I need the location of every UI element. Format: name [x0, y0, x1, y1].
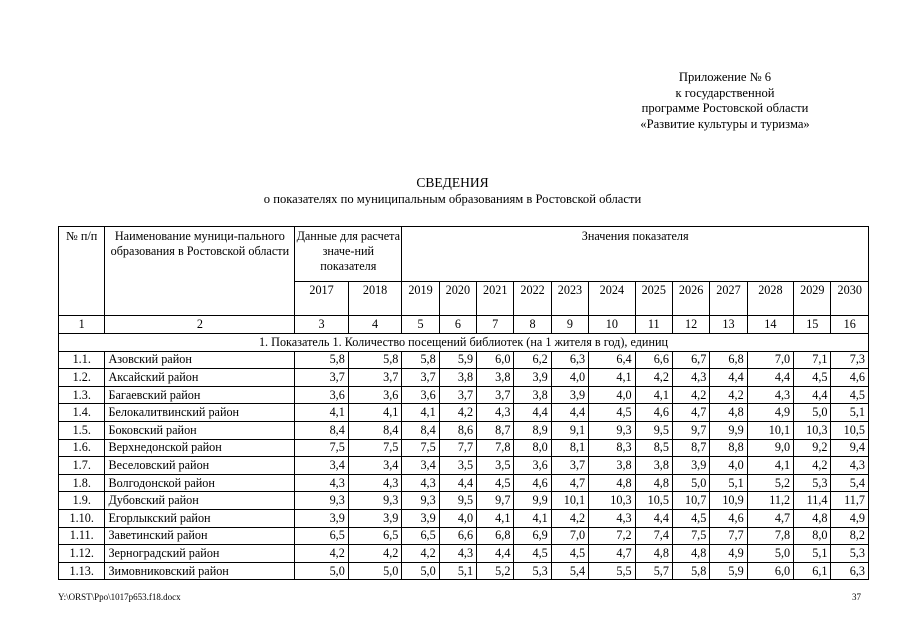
table-row [59, 404, 869, 422]
table-row [59, 421, 869, 439]
value-cell: 4,2 [551, 509, 588, 527]
value-cell: 4,3 [348, 474, 402, 492]
value-cell: 4,2 [710, 386, 747, 404]
value-cell: 7,5 [672, 527, 709, 545]
column-number: 8 [514, 316, 551, 334]
municipality-name: Зерноградский район [105, 545, 295, 563]
value-cell: 6,1 [794, 562, 831, 580]
row-index: 1.11. [59, 527, 105, 545]
value-cell: 4,6 [635, 404, 672, 422]
value-cell: 3,9 [672, 457, 709, 475]
value-cell: 3,9 [402, 509, 439, 527]
value-cell: 4,7 [747, 509, 793, 527]
indicators-table [58, 226, 869, 580]
value-cell: 5,2 [477, 562, 514, 580]
value-cell: 4,8 [672, 545, 709, 563]
year-header: 2021 [477, 282, 514, 316]
appendix-line: к государственной [675, 85, 775, 100]
municipality-name: Дубовский район [105, 492, 295, 510]
value-cell: 9,3 [402, 492, 439, 510]
value-cell: 10,3 [589, 492, 635, 510]
row-index: 1.10. [59, 509, 105, 527]
value-cell: 6,3 [551, 351, 588, 369]
value-cell: 3,7 [402, 369, 439, 387]
value-cell: 4,1 [589, 369, 635, 387]
appendix-block [595, 70, 855, 132]
municipality-name: Белокалитвинский район [105, 404, 295, 422]
column-number: 2 [105, 316, 295, 334]
year-header: 2024 [589, 282, 635, 316]
value-cell: 9,3 [295, 492, 349, 510]
value-cell: 9,3 [589, 421, 635, 439]
column-number: 3 [295, 316, 349, 334]
value-cell: 3,6 [402, 386, 439, 404]
year-header: 2017 [295, 282, 349, 316]
value-cell: 6,8 [477, 527, 514, 545]
value-cell: 5,1 [439, 562, 476, 580]
value-cell: 3,7 [295, 369, 349, 387]
value-cell: 5,4 [831, 474, 869, 492]
value-cell: 10,3 [794, 421, 831, 439]
value-cell: 4,8 [635, 545, 672, 563]
column-number: 13 [710, 316, 747, 334]
value-cell: 4,5 [831, 386, 869, 404]
value-cell: 4,8 [794, 509, 831, 527]
value-cell: 4,2 [439, 404, 476, 422]
appendix-line: «Развитие культуры и туризма» [640, 116, 810, 131]
value-cell: 5,3 [831, 545, 869, 563]
value-cell: 3,9 [551, 386, 588, 404]
value-cell: 3,6 [348, 386, 402, 404]
municipality-name: Егорлыкский район [105, 509, 295, 527]
value-cell: 4,7 [589, 545, 635, 563]
row-index: 1.7. [59, 457, 105, 475]
value-cell: 11,4 [794, 492, 831, 510]
municipality-name: Волгодонской район [105, 474, 295, 492]
row-index: 1.5. [59, 421, 105, 439]
table-row [59, 492, 869, 510]
value-cell: 7,2 [589, 527, 635, 545]
year-header: 2018 [348, 282, 402, 316]
value-cell: 4,4 [747, 369, 793, 387]
value-cell: 10,7 [672, 492, 709, 510]
value-cell: 3,8 [635, 457, 672, 475]
value-cell: 9,7 [477, 492, 514, 510]
footer-file-path: Y:\ORST\Ppo\1017p653.f18.docx [58, 592, 181, 602]
value-cell: 9,0 [747, 439, 793, 457]
value-cell: 7,4 [635, 527, 672, 545]
header-calc-data: Данные для расчета значе-ний показателя [295, 227, 402, 282]
value-cell: 3,5 [439, 457, 476, 475]
value-cell: 6,7 [672, 351, 709, 369]
value-cell: 10,1 [747, 421, 793, 439]
value-cell: 5,9 [439, 351, 476, 369]
page-number: 37 [852, 592, 861, 602]
value-cell: 4,5 [672, 509, 709, 527]
year-header: 2023 [551, 282, 588, 316]
value-cell: 6,6 [635, 351, 672, 369]
value-cell: 7,7 [439, 439, 476, 457]
value-cell: 5,7 [635, 562, 672, 580]
row-index: 1.1. [59, 351, 105, 369]
value-cell: 4,5 [514, 545, 551, 563]
value-cell: 10,5 [831, 421, 869, 439]
value-cell: 7,5 [402, 439, 439, 457]
header-row [59, 227, 869, 282]
value-cell: 3,7 [348, 369, 402, 387]
value-cell: 4,4 [710, 369, 747, 387]
value-cell: 5,8 [672, 562, 709, 580]
value-cell: 4,4 [477, 545, 514, 563]
value-cell: 5,8 [295, 351, 349, 369]
column-number: 10 [589, 316, 635, 334]
value-cell: 3,9 [348, 509, 402, 527]
value-cell: 7,5 [348, 439, 402, 457]
value-cell: 5,2 [747, 474, 793, 492]
value-cell: 4,1 [348, 404, 402, 422]
municipality-name: Аксайский район [105, 369, 295, 387]
value-cell: 3,8 [477, 369, 514, 387]
value-cell: 11,2 [747, 492, 793, 510]
value-cell: 4,4 [551, 404, 588, 422]
value-cell: 8,7 [477, 421, 514, 439]
value-cell: 9,9 [710, 421, 747, 439]
value-cell: 3,8 [514, 386, 551, 404]
column-number: 11 [635, 316, 672, 334]
municipality-name: Азовский район [105, 351, 295, 369]
value-cell: 3,6 [295, 386, 349, 404]
value-cell: 6,0 [477, 351, 514, 369]
value-cell: 4,1 [514, 509, 551, 527]
value-cell: 8,2 [831, 527, 869, 545]
column-number: 4 [348, 316, 402, 334]
value-cell: 7,8 [747, 527, 793, 545]
value-cell: 5,0 [747, 545, 793, 563]
value-cell: 5,1 [831, 404, 869, 422]
column-number: 5 [402, 316, 439, 334]
value-cell: 8,0 [514, 439, 551, 457]
value-cell: 3,7 [477, 386, 514, 404]
value-cell: 4,2 [794, 457, 831, 475]
municipality-name: Верхнедонской район [105, 439, 295, 457]
table-row [59, 351, 869, 369]
value-cell: 8,0 [794, 527, 831, 545]
value-cell: 9,1 [551, 421, 588, 439]
value-cell: 6,5 [348, 527, 402, 545]
municipality-name: Багаевский район [105, 386, 295, 404]
value-cell: 11,7 [831, 492, 869, 510]
year-header: 2025 [635, 282, 672, 316]
value-cell: 5,9 [710, 562, 747, 580]
municipality-name: Боковский район [105, 421, 295, 439]
value-cell: 8,6 [439, 421, 476, 439]
value-cell: 7,0 [747, 351, 793, 369]
value-cell: 9,5 [439, 492, 476, 510]
row-index: 1.2. [59, 369, 105, 387]
value-cell: 6,9 [514, 527, 551, 545]
value-cell: 5,0 [295, 562, 349, 580]
document-subtitle: о показателях по муниципальным образованиям в Ростовской области [263, 192, 642, 206]
row-index: 1.3. [59, 386, 105, 404]
table-row [59, 474, 869, 492]
municipality-name: Зимовниковский район [105, 562, 295, 580]
table-row [59, 562, 869, 580]
value-cell: 8,4 [402, 421, 439, 439]
document-title: СВЕДЕНИЯ [416, 175, 489, 190]
value-cell: 3,8 [439, 369, 476, 387]
column-numbers-row [59, 316, 869, 334]
value-cell: 9,5 [635, 421, 672, 439]
column-number: 6 [439, 316, 476, 334]
header-indicator-values: Значения показателя [402, 227, 869, 282]
table-row [59, 457, 869, 475]
value-cell: 4,1 [402, 404, 439, 422]
value-cell: 7,3 [831, 351, 869, 369]
value-cell: 4,3 [402, 474, 439, 492]
row-index: 1.9. [59, 492, 105, 510]
value-cell: 3,4 [402, 457, 439, 475]
value-cell: 9,7 [672, 421, 709, 439]
table-row [59, 369, 869, 387]
value-cell: 5,8 [348, 351, 402, 369]
value-cell: 6,2 [514, 351, 551, 369]
value-cell: 5,8 [402, 351, 439, 369]
value-cell: 6,0 [747, 562, 793, 580]
value-cell: 6,5 [402, 527, 439, 545]
value-cell: 3,5 [477, 457, 514, 475]
table-row [59, 545, 869, 563]
appendix-line: Приложение № 6 [678, 70, 772, 84]
year-header: 2026 [672, 282, 709, 316]
value-cell: 5,0 [402, 562, 439, 580]
value-cell: 8,5 [635, 439, 672, 457]
value-cell: 3,4 [295, 457, 349, 475]
value-cell: 4,2 [348, 545, 402, 563]
value-cell: 4,9 [831, 509, 869, 527]
appendix-line: программе Ростовской области [641, 101, 809, 115]
value-cell: 5,1 [710, 474, 747, 492]
value-cell: 4,2 [672, 386, 709, 404]
value-cell: 4,3 [589, 509, 635, 527]
value-cell: 9,9 [514, 492, 551, 510]
value-cell: 4,1 [477, 509, 514, 527]
value-cell: 5,3 [794, 474, 831, 492]
year-header: 2027 [710, 282, 747, 316]
row-index: 1.12. [59, 545, 105, 563]
value-cell: 9,4 [831, 439, 869, 457]
header-number: № п/п [59, 227, 105, 316]
value-cell: 4,7 [551, 474, 588, 492]
header-name: Наименование муници-пального образования в Ростовской области [105, 227, 295, 316]
year-header: 2022 [514, 282, 551, 316]
section-row [59, 334, 869, 352]
value-cell: 7,8 [477, 439, 514, 457]
year-header: 2030 [831, 282, 869, 316]
value-cell: 5,3 [514, 562, 551, 580]
value-cell: 4,5 [589, 404, 635, 422]
table-row [59, 509, 869, 527]
value-cell: 3,9 [514, 369, 551, 387]
year-header: 2019 [402, 282, 439, 316]
value-cell: 6,4 [589, 351, 635, 369]
value-cell: 3,7 [439, 386, 476, 404]
value-cell: 7,0 [551, 527, 588, 545]
value-cell: 4,3 [295, 474, 349, 492]
value-cell: 4,2 [295, 545, 349, 563]
value-cell: 4,1 [747, 457, 793, 475]
value-cell: 7,5 [295, 439, 349, 457]
value-cell: 5,5 [589, 562, 635, 580]
value-cell: 4,1 [635, 386, 672, 404]
value-cell: 8,7 [672, 439, 709, 457]
value-cell: 10,1 [551, 492, 588, 510]
table-row [59, 386, 869, 404]
value-cell: 7,1 [794, 351, 831, 369]
value-cell: 8,9 [514, 421, 551, 439]
value-cell: 4,3 [672, 369, 709, 387]
value-cell: 10,9 [710, 492, 747, 510]
row-index: 1.13. [59, 562, 105, 580]
value-cell: 6,3 [831, 562, 869, 580]
table-body [59, 227, 869, 580]
column-number: 7 [477, 316, 514, 334]
value-cell: 4,0 [439, 509, 476, 527]
value-cell: 6,8 [710, 351, 747, 369]
value-cell: 4,1 [295, 404, 349, 422]
value-cell: 4,6 [710, 509, 747, 527]
value-cell: 4,0 [710, 457, 747, 475]
table-row [59, 439, 869, 457]
value-cell: 4,4 [514, 404, 551, 422]
value-cell: 4,6 [514, 474, 551, 492]
value-cell: 4,0 [551, 369, 588, 387]
column-number: 9 [551, 316, 588, 334]
column-number: 14 [747, 316, 793, 334]
value-cell: 4,7 [672, 404, 709, 422]
value-cell: 3,4 [348, 457, 402, 475]
column-number: 16 [831, 316, 869, 334]
value-cell: 5,0 [672, 474, 709, 492]
year-header: 2029 [794, 282, 831, 316]
row-index: 1.8. [59, 474, 105, 492]
column-number: 1 [59, 316, 105, 334]
value-cell: 4,3 [439, 545, 476, 563]
value-cell: 8,8 [710, 439, 747, 457]
value-cell: 8,3 [589, 439, 635, 457]
value-cell: 3,7 [551, 457, 588, 475]
value-cell: 4,9 [710, 545, 747, 563]
column-number: 12 [672, 316, 709, 334]
municipality-name: Веселовский район [105, 457, 295, 475]
table-row [59, 527, 869, 545]
municipality-name: Заветинский район [105, 527, 295, 545]
value-cell: 4,3 [477, 404, 514, 422]
value-cell: 4,4 [635, 509, 672, 527]
value-cell: 8,1 [551, 439, 588, 457]
value-cell: 4,3 [747, 386, 793, 404]
value-cell: 5,0 [348, 562, 402, 580]
value-cell: 4,2 [402, 545, 439, 563]
year-header: 2028 [747, 282, 793, 316]
value-cell: 4,8 [635, 474, 672, 492]
year-header: 2020 [439, 282, 476, 316]
value-cell: 4,9 [747, 404, 793, 422]
value-cell: 4,6 [831, 369, 869, 387]
value-cell: 8,4 [348, 421, 402, 439]
value-cell: 4,2 [635, 369, 672, 387]
row-index: 1.6. [59, 439, 105, 457]
value-cell: 7,7 [710, 527, 747, 545]
value-cell: 4,0 [589, 386, 635, 404]
value-cell: 5,0 [794, 404, 831, 422]
value-cell: 4,4 [794, 386, 831, 404]
value-cell: 4,8 [589, 474, 635, 492]
value-cell: 6,5 [295, 527, 349, 545]
value-cell: 4,8 [710, 404, 747, 422]
section-title: 1. Показатель 1. Количество посещений библиотек (на 1 жителя в год), единиц [59, 334, 869, 352]
value-cell: 5,1 [794, 545, 831, 563]
column-number: 15 [794, 316, 831, 334]
value-cell: 9,3 [348, 492, 402, 510]
value-cell: 4,3 [831, 457, 869, 475]
value-cell: 3,6 [514, 457, 551, 475]
value-cell: 4,5 [794, 369, 831, 387]
value-cell: 4,5 [551, 545, 588, 563]
value-cell: 8,4 [295, 421, 349, 439]
value-cell: 3,9 [295, 509, 349, 527]
value-cell: 4,4 [439, 474, 476, 492]
value-cell: 3,8 [589, 457, 635, 475]
value-cell: 5,4 [551, 562, 588, 580]
value-cell: 4,5 [477, 474, 514, 492]
row-index: 1.4. [59, 404, 105, 422]
value-cell: 9,2 [794, 439, 831, 457]
value-cell: 10,5 [635, 492, 672, 510]
value-cell: 6,6 [439, 527, 476, 545]
